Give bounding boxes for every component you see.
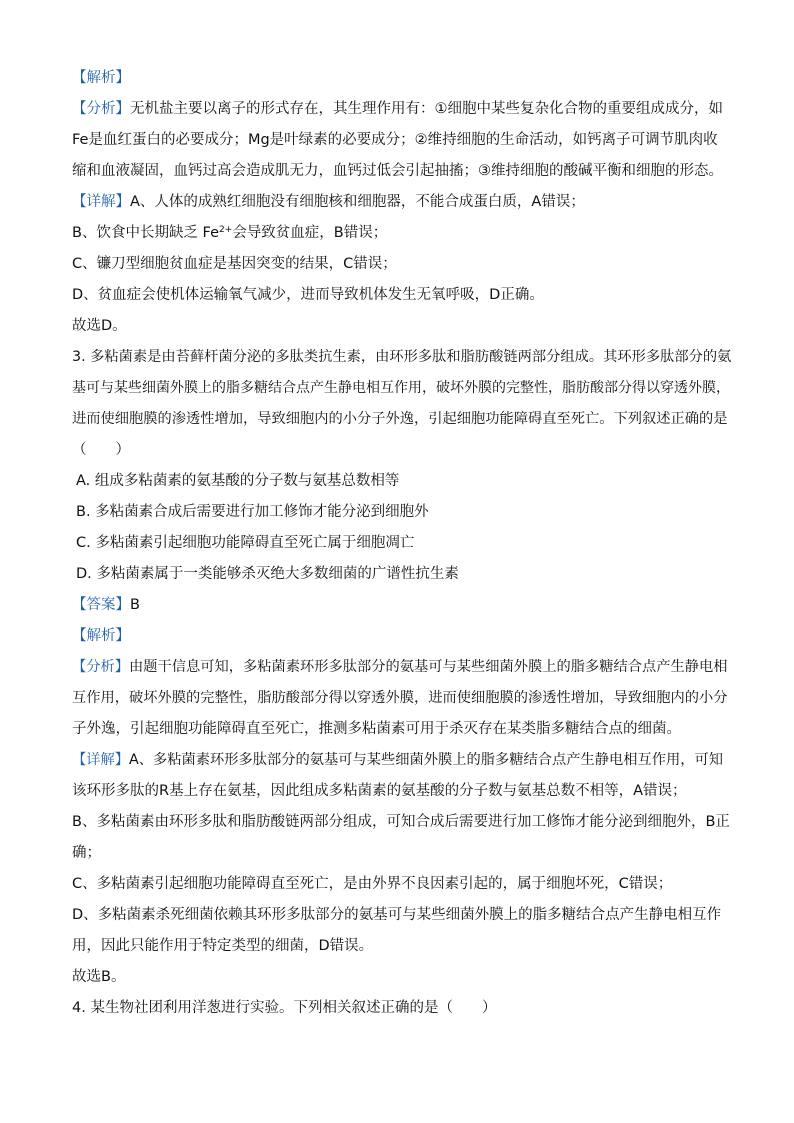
q2-analysis-heading — [72, 63, 732, 94]
q3-detail-line-b1: B、多粘菌素由环形多肽和脂肪酸链两部分组成，可知合成后需要进行加工修饰才能分泌到细胞外，B正 — [72, 814, 730, 830]
q3-stem-line-1: 3. 多粘菌素是由苔藓杆菌分泌的多肽类抗生素，由环形多肽和脂肪酸链两部分组成。其环形多肽部分的氨 — [72, 349, 732, 365]
q3-answer — [72, 590, 732, 621]
q3-stem-line-4: （ ） — [72, 442, 130, 458]
q3-detail-line-c: C、多粘菌素引起细胞功能障碍直至死亡，是由外界不良因素引起的，属于细胞坏死，C错误； — [72, 876, 673, 892]
detail-tag: 【详解】 — [72, 194, 130, 210]
q3-analysis-heading — [72, 621, 732, 652]
q3-fenxi-line-1 — [72, 652, 732, 683]
analysis-tag: 【解析】 — [72, 70, 130, 86]
fenxi-tag: 【分析】 — [72, 659, 130, 675]
q3-stem-line-2: 基可与某些细菌外膜上的脂多糖结合点产生静电相互作用，破坏外膜的完整性，脂肪酸部分得以穿透外膜， — [72, 380, 730, 396]
q2-detail-a-text: A、人体的成熟红细胞没有细胞核和细胞器，不能合成蛋白质，A错误； — [130, 194, 585, 210]
q3-detail-line-d2: 用，因此只能作用于特定类型的细菌，D错误。 — [72, 938, 374, 954]
q2-detail-b-post: 会导致贫血症，B错误； — [232, 225, 388, 241]
q3-fenxi-line-2: 互作用，破坏外膜的完整性，脂肪酸部分得以穿透外膜，进而使细胞膜的渗透性增加，导致细胞内的小分 — [72, 690, 728, 706]
q3-stem-line-3: 进而使细胞膜的渗透性增加，导致细胞内的小分子外逸，引起细胞功能障碍直至死亡。下列叙述正确的是 — [72, 411, 728, 427]
q3-detail-line-a1 — [72, 745, 732, 776]
q3-detail-line-a2: 该环形多肽的R基上存在氨基，因此组成多粘菌素的氨基酸的分子数与氨基总数不相等，A错误； — [72, 783, 687, 799]
q4-stem: 4. 某生物社团利用洋葱进行实验。下列相关叙述正确的是（ ） — [72, 1000, 497, 1016]
fenxi-tag: 【分析】 — [72, 101, 130, 117]
q2-detail-b-superscript: 2+ — [219, 225, 233, 235]
q3-option-a: A. 组成多粘菌素的氨基酸的分子数与氨基总数相等 — [76, 473, 400, 489]
detail-tag: 【详解】 — [72, 752, 130, 768]
answer-tag: 【答案】 — [72, 597, 130, 613]
q2-detail-line-d: D、贫血症会使机体运输氧气减少，进而导致机体发生无氧呼吸，D正确。 — [72, 287, 544, 303]
q3-option-b: B. 多粘菌素合成后需要进行加工修饰才能分泌到细胞外 — [76, 504, 429, 520]
q2-detail-b-pre: B、饮食中长期缺乏 Fe — [72, 225, 220, 241]
q3-detail-line-d1: D、多粘菌素杀死细菌依赖其环形多肽部分的氨基可与某些细菌外膜上的脂多糖结合点产生静电相互作 — [72, 907, 722, 923]
q2-detail-line-a — [72, 187, 732, 218]
q3-detail-a-text-1: A、多粘菌素环形多肽部分的氨基可与某些细菌外膜上的脂多糖结合点产生静电相互作用，可知 — [129, 752, 724, 768]
q2-conclusion: 故选D。 — [72, 318, 127, 334]
q2-fenxi-line-3: 缩和血液凝固，血钙过高会造成肌无力，血钙过低会引起抽搐；③维持细胞的酸碱平衡和细胞的形态。 — [72, 163, 723, 179]
q3-conclusion: 故选B。 — [72, 969, 126, 985]
document-page — [72, 63, 732, 1024]
q3-option-d: D. 多粘菌素属于一类能够杀灭绝大多数细菌的广谱性抗生素 — [76, 566, 459, 582]
q3-answer-value: B — [130, 597, 140, 613]
q3-fenxi-line-3: 子外逸，引起细胞功能障碍直至死亡，推测多粘菌素可用于杀灭存在某类脂多糖结合点的细菌。 — [72, 721, 681, 737]
q3-option-c: C. 多粘菌素引起细胞功能障碍直至死亡属于细胞凋亡 — [76, 535, 415, 551]
q3-detail-line-b2: 确； — [72, 845, 101, 861]
q3-fenxi-text-1: 由题干信息可知，多粘菌素环形多肽部分的氨基可与某些细菌外膜上的脂多糖结合点产生静电相 — [129, 659, 728, 675]
q2-fenxi-line-2: Fe是血红蛋白的必要成分；Mg是叶绿素的必要成分；②维持细胞的生命活动，如钙离子可调节肌肉收 — [72, 132, 718, 148]
q2-detail-line-b — [72, 218, 732, 249]
q2-fenxi-text-1: 无机盐主要以离子的形式存在，其生理作用有：①细胞中某些复杂化合物的重要组成成分，如 — [130, 101, 723, 117]
q2-fenxi-line-1 — [72, 94, 732, 125]
q2-detail-line-c: C、镰刀型细胞贫血症是基因突变的结果，C错误； — [72, 256, 397, 272]
analysis-tag: 【解析】 — [72, 628, 130, 644]
